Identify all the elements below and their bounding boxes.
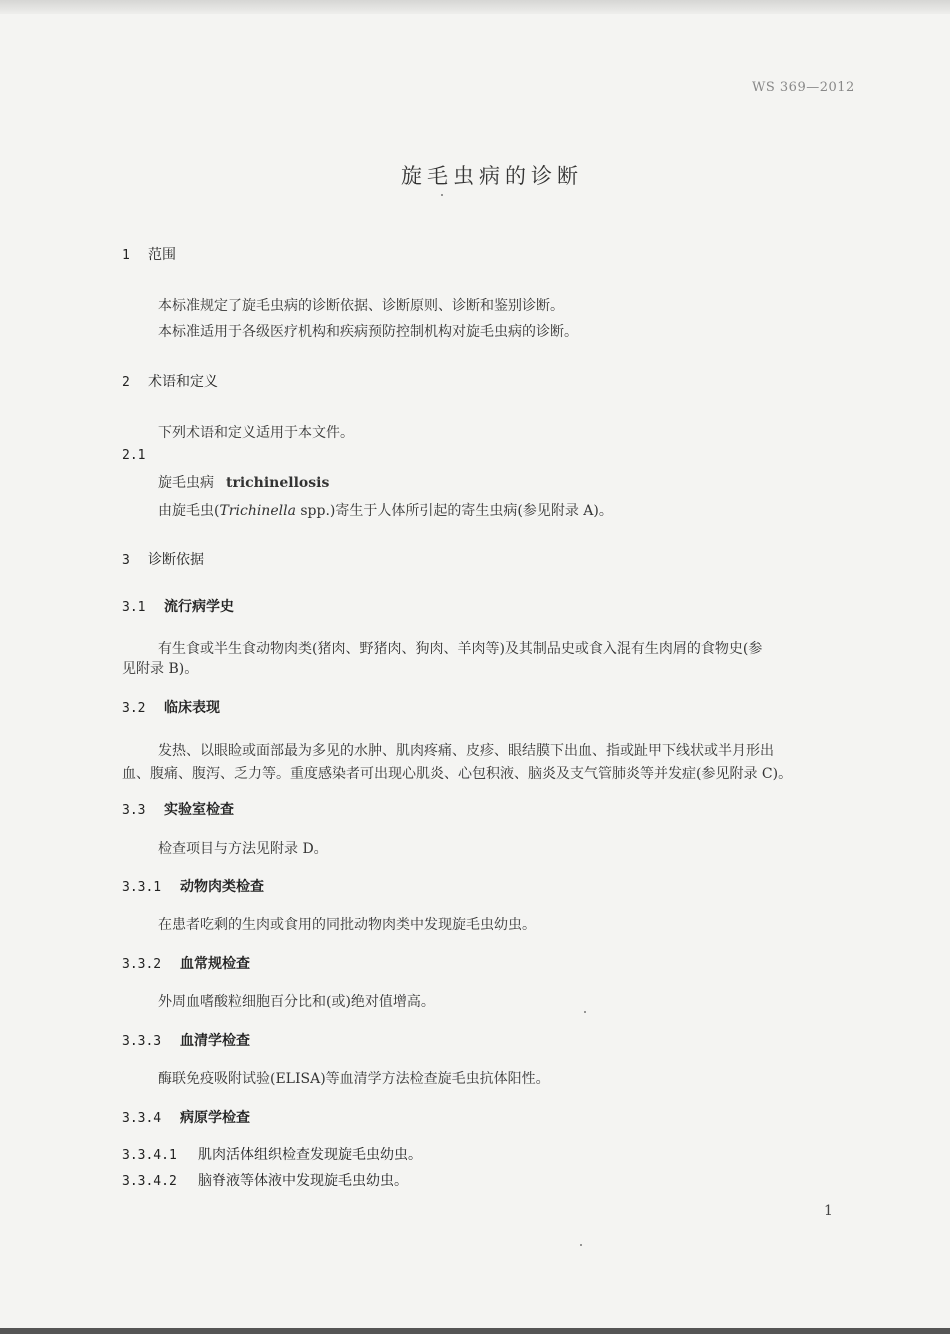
term-chinese: 旋毛虫病 — [158, 475, 214, 491]
section-3-3-2-paragraph: 外周血嗜酸粒细胞百分比和(或)绝对值增高。 — [158, 994, 435, 1010]
document-title: 旋毛虫病的诊断 — [401, 164, 583, 188]
section-3-3-2-heading: 3.3.2 血常规检查 — [122, 956, 250, 972]
scan-speck — [580, 1244, 582, 1246]
section-3-3-4-heading: 3.3.4 病原学检查 — [122, 1110, 250, 1126]
section-3-1-paragraph-line-1: 有生食或半生食动物肉类(猪肉、野猪肉、狗肉、羊肉等)及其制品史或食入混有生肉屑的食物史(参 — [158, 641, 763, 657]
scan-edge-top — [0, 0, 950, 14]
section-3-2-heading: 3.2 临床表现 — [122, 700, 220, 716]
scan-speck — [441, 194, 443, 196]
section-3-3-heading: 3.3 实验室检查 — [122, 802, 234, 818]
section-3-heading: 3 诊断依据 — [122, 552, 204, 568]
section-3-3-4-1: 3.3.4.1 肌肉活体组织检查发现旋毛虫幼虫。 — [122, 1147, 422, 1163]
section-3-3-4-2: 3.3.4.2 脑脊液等体液中发现旋毛虫幼虫。 — [122, 1173, 408, 1189]
section-3-2-paragraph-line-1: 发热、以眼睑或面部最为多见的水肿、肌肉疼痛、皮疹、眼结膜下出血、指或趾甲下线状或半月形出 — [158, 743, 774, 759]
section-3-1-heading: 3.1 流行病学史 — [122, 599, 234, 615]
section-3-3-3-heading: 3.3.3 血清学检查 — [122, 1033, 250, 1049]
section-2-paragraph: 下列术语和定义适用于本文件。 — [158, 425, 354, 441]
section-3-3-1-heading: 3.3.1 动物肉类检查 — [122, 879, 264, 895]
term-definition: 由旋毛虫(Trichinella spp.)寄生于人体所引起的寄生虫病(参见附录 A)。 — [158, 503, 613, 519]
scan-speck — [584, 1011, 586, 1013]
page-number: 1 — [824, 1203, 833, 1219]
section-3-1-paragraph-line-2: 见附录 B)。 — [122, 661, 199, 677]
section-1-paragraph-2: 本标准适用于各级医疗机构和疾病预防控制机构对旋毛虫病的诊断。 — [158, 324, 578, 340]
section-2-heading: 2 术语和定义 — [122, 374, 218, 390]
section-3-3-paragraph: 检查项目与方法见附录 D。 — [158, 841, 328, 857]
standard-code: WS 369—2012 — [752, 80, 855, 95]
scan-edge-bottom — [0, 1328, 950, 1334]
section-3-3-1-paragraph: 在患者吃剩的生肉或食用的同批动物肉类中发现旋毛虫幼虫。 — [158, 917, 536, 933]
section-1-paragraph-1: 本标准规定了旋毛虫病的诊断依据、诊断原则、诊断和鉴别诊断。 — [158, 298, 564, 314]
term-entry — [158, 472, 329, 492]
section-2-1-number: 2.1 — [122, 448, 146, 463]
section-1-heading: 1 范围 — [122, 247, 176, 263]
section-3-2-paragraph-line-2: 血、腹痛、腹泻、乏力等。重度感染者可出现心肌炎、心包积液、脑炎及支气管肺炎等并发症(参见附录 C)。 — [122, 766, 793, 782]
term-english: trichinellosis — [226, 475, 330, 491]
section-3-3-3-paragraph: 酶联免疫吸附试验(ELISA)等血清学方法检查旋毛虫抗体阳性。 — [158, 1071, 550, 1087]
